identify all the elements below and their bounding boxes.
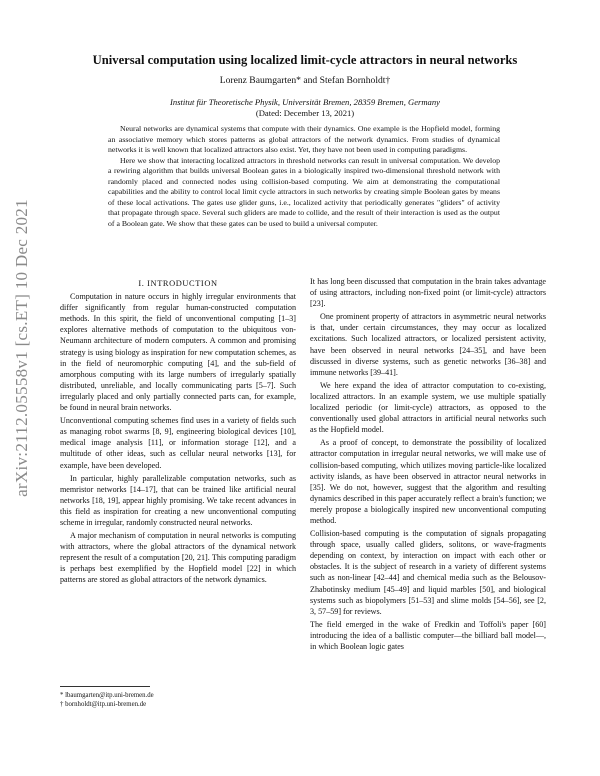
body-paragraph: We here expand the idea of attractor computation to co-existing, localized attractors. In an example system, we use multiple spatially localized periodic (or limit-cycle) attractors, as opposed to the conventionally used global attractors in artificial neural networks such as the Hopfield model.	[310, 380, 546, 435]
body-paragraph: The field emerged in the wake of Fredkin and Toffoli's paper [60] introducing the idea of a ballistic computer—the billiard ball model—, in which Boolean logic gates	[310, 619, 546, 651]
body-paragraph: One prominent property of attractors in asymmetric neural networks is that, under certain circumstances, they may occur as localized excitations. Such localized attractors, or localized persistent activity, have been observed in neural networks [24–35], and have been discussed in diverse systems, such as genetic networks [36–38] and immune networks [39–41].	[310, 312, 546, 377]
footnote-email-bornholdt[interactable]: † bornholdt@itp.uni-bremen.de	[60, 701, 147, 708]
footnote-email-baumgarten[interactable]: * lbaumgarten@itp.uni-bremen.de	[60, 692, 154, 699]
body-paragraph: A major mechanism of computation in neural networks is computing with attractors, where the global attractors of the dynamical network represent the result of a computation [20, 21]. This computing paradigm is perhaps best exemplified by the Hopfield model [22] in which patterns are stored as global attractors of the network dynamics.	[60, 531, 296, 585]
abstract	[108, 124, 500, 229]
body-paragraph: It has long been discussed that computation in the brain takes advantage of using attractors, including non-fixed point (or limit-cycle) attractors [23].	[310, 277, 546, 309]
author-affiliation: Institut für Theoretische Physik, Universität Bremen, 28359 Bremen, Germany	[170, 97, 440, 107]
abstract-paragraph: Neural networks are dynamical systems that compute with their dynamics. One example is the Hopfield model, forming an associative memory which stores patterns as global attractors of the network dynamics. From studies of dynamical networks it is well known that localized attractors also exist. Yet, they have not been used in computing paradigms.	[108, 124, 500, 154]
abstract-paragraph: Here we show that interacting localized attractors in threshold networks can result in universal computation. We develop a rewiring algorithm that builds universal Boolean gates in a biologically inspired two-dimensional threshold network with randomly placed and connected nodes using collision-based computing. We aim at demonstrating the computational capabilities and the ability to control local limit cycle attractors in such networks by creating simple Boolean gates by means of these local activations. The gates use glider guns, i.e., localized activity that periodically generates "gliders" of activity that propagate through space. Several such gliders are made to collide, and the result of their interaction is used as the output of a Boolean gate. We show that these gates can be used to build a universal computer.	[108, 155, 500, 228]
paper-authors: Lorenz Baumgarten* and Stefan Bornholdt†	[219, 75, 391, 86]
section-heading: I. INTRODUCTION	[138, 279, 218, 288]
left-column	[60, 278, 296, 588]
body-paragraph: Collision-based computing is the computation of signals propagating through space, usually called gliders, solitons, or wave-fragments depending on context, by interaction on impact with each other or obstacles. It is the subject of research in a variety of different systems such as non-linear [42–44] and chemical media such as the Belousov-Zhabotinsky medium [45–49] and liquid marbles [50], and biological systems such as biopolymers [51–53] and slime molds [54–56], see [2, 3, 57–59] for reviews.	[310, 529, 546, 616]
paper-date: (Dated: December 13, 2021)	[255, 108, 355, 118]
arxiv-identifier-text: arXiv:2112.05558v1 [cs.ET] 10 Dec 2021	[12, 199, 32, 497]
body-paragraph: In particular, highly parallelizable computation networks, such as memristor networks [14–17], that can be trained like artificial neural networks [18, 19], appear highly promising. We take recent advances in this field as inspiration for creating a new unconventional computing scheme in irregular, randomly constructed neural networks.	[60, 473, 296, 527]
arxiv-identifier	[8, 168, 36, 528]
footnote-rule	[60, 686, 150, 687]
paper-title: Universal computation using localized limit-cycle attractors in neural networks	[92, 53, 518, 67]
body-paragraph: Unconventional computing schemes find uses in a variety of fields such as managing robot swarms [8, 9], engineering biological devices [10], medical image analysis [11], or information storage [12], and a multitude of other ideas, such as cellular neural networks [13], for example, have been developed.	[60, 416, 296, 470]
body-paragraph: As a proof of concept, to demonstrate the possibility of localized attractor computation in irregular neural networks, we will make use of collision-based computing, which utilizes moving particle-like localized activity islands, as have been observed in attractor neural networks in [35]. We do not, however, suggest that the algorithm and resulting dynamics described in this paper accurately reflect a brain's function; we merely propose a biologically inspired new unconventional computing method.	[310, 438, 546, 525]
footnotes	[60, 686, 296, 709]
body-paragraph: Computation in nature occurs in highly irregular environments that differ significantly from regular human-constructed computation methods. In this spirit, the field of unconventional computing [1–3] explores alternative methods of computation to the ubiquitous von-Neumann architecture of modern computers. A common and promising strategy is using biology as inspiration for new computation schemes, as in the field of neuromorphic computing [4], and the sub-field of amorphous computing with its large numbers of irregularly spatially distributed, unreliable, and locally communicating parts [5–7]. Such irregularly placed and only partially connected parts can, for example, be found in neural brain networks.	[60, 292, 296, 413]
right-column	[310, 276, 546, 654]
